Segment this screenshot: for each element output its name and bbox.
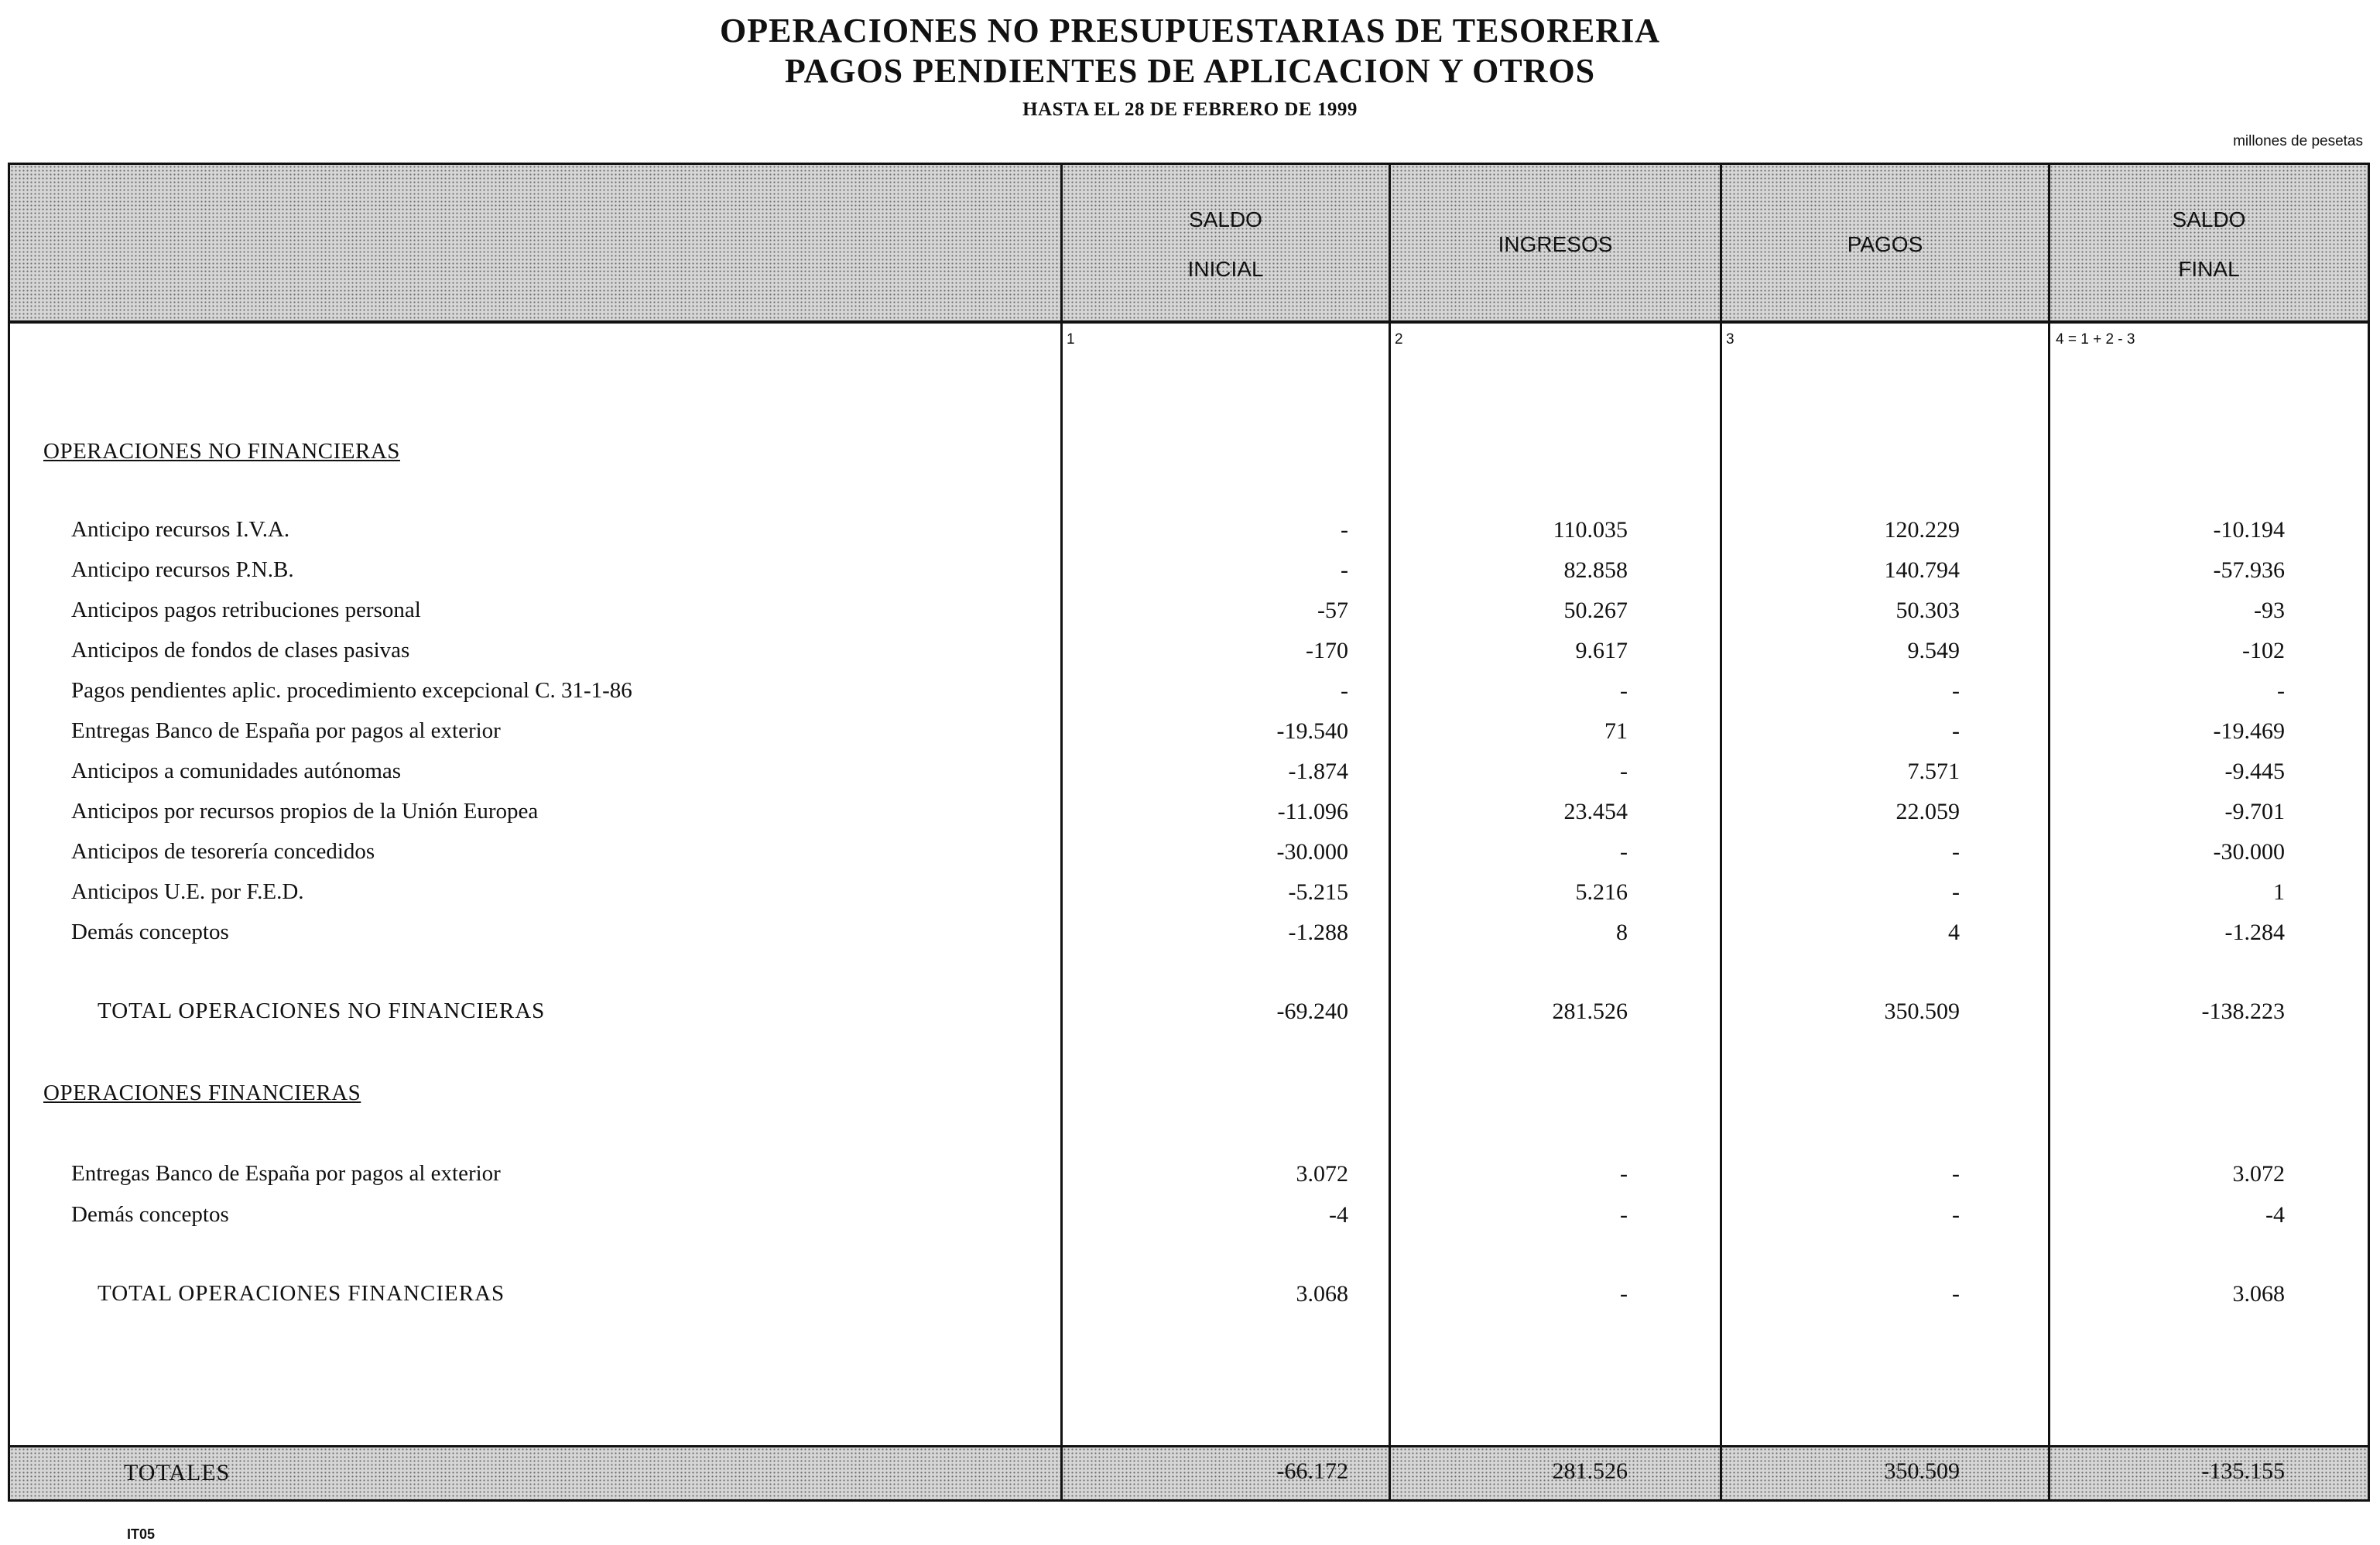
row-label: Anticipo recursos I.V.A. [71,517,290,542]
value-cell: - [1952,1161,1960,1187]
value-cell: -1.288 [1288,920,1348,945]
table-row [0,1161,2380,1192]
value-cell: 7.571 [1907,759,1960,784]
row-label: Anticipos U.E. por F.E.D. [71,879,304,904]
column-header-saldo-final [2050,165,2368,324]
column-header-saldo-inicial [1063,165,1389,324]
column-header-text: INICIAL [1187,256,1264,281]
column-header-pagos [1722,165,2048,324]
value-cell: 5.216 [1575,879,1628,905]
row-label: Anticipos de fondos de clases pasivas [71,638,410,663]
column-header-text: INGRESOS [1498,231,1613,256]
document-subtitle: PAGOS PENDIENTES DE APLICACION Y OTROS [784,52,1596,90]
value-cell: - [1341,557,1348,583]
value-cell: 4 [1948,920,1960,945]
value-cell: - [1620,1281,1628,1307]
row-label: TOTAL OPERACIONES NO FINANCIERAS [98,999,546,1023]
row-label: Anticipos de tesorería concedidos [71,839,375,864]
column-header-text: SALDO [2172,207,2246,231]
value-cell: -57 [1317,598,1348,623]
value-cell: 8 [1616,920,1628,945]
value-cell: -11.096 [1277,799,1348,824]
column-header-text: SALDO [1189,207,1262,231]
column-number: 2 [1395,331,1403,348]
value-cell: -93 [2254,598,2285,623]
value-cell: 350.509 [1884,1458,1960,1484]
value-cell: -66.172 [1276,1458,1348,1484]
value-cell: -1.284 [2224,920,2285,945]
column-header-text: PAGOS [1847,231,1923,256]
value-cell: 281.526 [1552,999,1628,1024]
value-cell: - [1341,678,1348,704]
units-note: millones de pesetas [2233,133,2363,149]
value-cell: -69.240 [1276,999,1348,1024]
document-date-range: HASTA EL 28 DE FEBRERO DE 1999 [1022,99,1358,120]
column-number: 3 [1726,331,1734,348]
value-cell: 23.454 [1563,799,1628,824]
section-heading: OPERACIONES FINANCIERAS [43,1081,361,1105]
table-row [0,799,2380,830]
table-row [0,879,2380,910]
value-cell: 9.617 [1575,638,1628,663]
table-row [0,920,2380,951]
grand-total-row [0,1458,2380,1489]
value-cell: 9.549 [1907,638,1960,663]
value-cell: -10.194 [2213,517,2285,543]
document-code: IT05 [127,1526,156,1542]
value-cell: 71 [1604,718,1628,744]
value-cell: 3.072 [2232,1161,2285,1187]
row-label: Anticipos a comunidades autónomas [71,759,402,783]
value-cell: -19.469 [2213,718,2285,744]
column-header-ingresos [1391,165,1720,324]
row-label: Pagos pendientes aplic. procedimiento excepcional C. 31-1-86 [71,678,632,703]
value-cell: 1 [2273,879,2285,905]
value-cell: - [2277,678,2285,704]
value-cell: - [1952,879,1960,905]
value-cell: -4 [1329,1202,1348,1228]
row-label: TOTAL OPERACIONES FINANCIERAS [98,1281,505,1306]
value-cell: 120.229 [1884,517,1960,543]
value-cell: - [1620,1161,1628,1187]
value-cell: - [1620,759,1628,784]
value-cell: -30.000 [1276,839,1348,865]
section-heading: OPERACIONES NO FINANCIERAS [43,439,400,464]
value-cell: -9.701 [2224,799,2285,824]
value-cell: 350.509 [1884,999,1960,1024]
value-cell: 3.072 [1296,1161,1348,1187]
column-header-text: FINAL [2178,256,2240,281]
row-label: Anticipo recursos P.N.B. [71,557,294,582]
table-row [0,638,2380,669]
row-label: Anticipos por recursos propios de la Unión Europea [71,799,539,824]
value-cell: - [1952,1281,1960,1307]
row-label: Entregas Banco de España por pagos al exterior [71,1161,501,1186]
value-cell: 82.858 [1563,557,1628,583]
subtotal-row [0,1281,2380,1312]
value-cell: -19.540 [1276,718,1348,744]
value-cell: - [1341,517,1348,543]
value-cell: - [1952,1202,1960,1228]
value-cell: -4 [2265,1202,2285,1228]
value-cell: -9.445 [2224,759,2285,784]
document-title: OPERACIONES NO PRESUPUESTARIAS DE TESORERIA [720,12,1660,50]
table-row [0,678,2380,709]
value-cell: -5.215 [1288,879,1348,905]
table-row [0,759,2380,790]
value-cell: -57.936 [2213,557,2285,583]
row-label: Entregas Banco de España por pagos al exterior [71,718,501,743]
value-cell: - [1952,718,1960,744]
row-label: Anticipos pagos retribuciones personal [71,598,421,622]
value-cell: -135.155 [2201,1458,2285,1484]
table-row [0,517,2380,548]
table-row [0,839,2380,870]
table-row [0,557,2380,588]
table-row [0,718,2380,749]
row-label: TOTALES [124,1460,231,1485]
value-cell: -1.874 [1288,759,1348,784]
table-row [0,1202,2380,1233]
value-cell: -30.000 [2213,839,2285,865]
value-cell: 3.068 [1296,1281,1348,1307]
value-cell: 3.068 [2232,1281,2285,1307]
table-row [0,598,2380,629]
value-cell: - [1952,678,1960,704]
value-cell: - [1620,839,1628,865]
subtotal-row [0,999,2380,1029]
column-number: 1 [1067,331,1075,348]
value-cell: 140.794 [1884,557,1960,583]
value-cell: 50.303 [1895,598,1960,623]
value-cell: 22.059 [1895,799,1960,824]
row-label: Demás conceptos [71,920,229,944]
value-cell: - [1952,839,1960,865]
value-cell: - [1620,678,1628,704]
value-cell: -102 [2242,638,2285,663]
value-cell: -170 [1306,638,1348,663]
value-cell: - [1620,1202,1628,1228]
row-label: Demás conceptos [71,1202,229,1227]
value-cell: 50.267 [1563,598,1628,623]
value-cell: 281.526 [1552,1458,1628,1484]
value-cell: -138.223 [2201,999,2285,1024]
column-number: 4 = 1 + 2 - 3 [2056,331,2135,348]
value-cell: 110.035 [1553,517,1628,543]
